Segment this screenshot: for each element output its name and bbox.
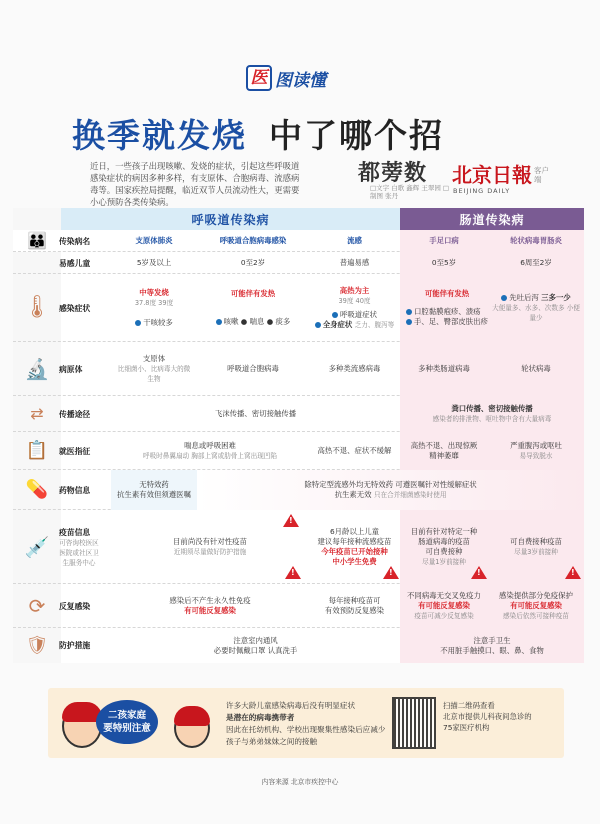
reinfect-4 bbox=[400, 584, 488, 628]
diagnosis-5 bbox=[488, 432, 584, 470]
reinfect-12-b: 有可能反复感染 bbox=[184, 606, 236, 615]
symptom-3-resp-text: 呼吸道症状 bbox=[340, 310, 377, 319]
family-badge bbox=[96, 700, 158, 744]
symptom-4-fever: 可能伴有发热 bbox=[424, 289, 470, 298]
row-route bbox=[13, 396, 584, 432]
reinfect-5 bbox=[488, 584, 584, 628]
vaccine-12-sub: 近期须尽量做好防护措施 bbox=[173, 548, 247, 556]
diagnosis-12-sub: 呼吸时鼻翼扇动 胸部上窝或肋骨上窝出现凹陷 bbox=[143, 452, 277, 460]
symptom-4-mouth bbox=[406, 307, 481, 317]
label-disease: 传染病名 bbox=[59, 236, 91, 246]
symptom-3-resp bbox=[332, 310, 377, 320]
row-diagnosis bbox=[13, 432, 584, 470]
family-icon: 👪 bbox=[27, 231, 47, 250]
label-vaccine-text: 疫苗信息 bbox=[59, 527, 91, 537]
logo bbox=[246, 64, 350, 92]
symptoms-5 bbox=[488, 274, 584, 342]
row-reinfect bbox=[13, 584, 584, 628]
symptom-3-body-text: 全身症状 bbox=[322, 320, 353, 329]
warning-icon bbox=[471, 566, 487, 579]
label-reinfect: 反复感染 bbox=[59, 601, 91, 611]
route-intestinal bbox=[400, 396, 584, 432]
tip-line1: 许多大龄儿童感染病毒后没有明显症状 bbox=[226, 701, 356, 710]
logo-mark: 医 bbox=[246, 65, 272, 91]
vaccine-4-a: 目前有针对特定一种 bbox=[410, 527, 478, 536]
row-prevention bbox=[13, 628, 584, 663]
label-susceptible: 易感儿童 bbox=[59, 258, 91, 268]
disease-table bbox=[13, 208, 584, 663]
clipboard-icon: 📋 bbox=[25, 440, 49, 461]
vaccine-4-c: 可自费接种 bbox=[425, 547, 463, 556]
reinfect-12 bbox=[111, 584, 309, 628]
disease-1: 支原体肺炎 bbox=[135, 236, 173, 245]
susceptible-2: 0至2岁 bbox=[240, 258, 266, 267]
row-disease bbox=[13, 230, 584, 252]
qr-line2: 北京市提供儿科夜间急诊的 bbox=[443, 712, 532, 721]
label-route: 传播途径 bbox=[59, 409, 91, 419]
route-intestinal-main: 粪口传播、密切接触传播 bbox=[451, 404, 533, 413]
reinfect-12-a: 感染后不产生永久性免疫 bbox=[169, 596, 251, 605]
diagnosis-12 bbox=[111, 432, 309, 470]
brand-dudushu: 都蒡数 bbox=[358, 161, 428, 186]
title-part2: 中了哪个招 bbox=[269, 116, 444, 155]
label-prevention: 防护措施 bbox=[59, 641, 91, 650]
diagnosis-4-main: 高热不退、出现惊厥 bbox=[410, 441, 478, 450]
prevention-resp-a: 注意室内通风 bbox=[233, 635, 278, 645]
prevention-int-b: 不用脏手触摸口、眼、鼻、食物 bbox=[440, 645, 544, 655]
label-pathogen: 病原体 bbox=[59, 364, 83, 374]
symptom-1-cough bbox=[135, 318, 173, 328]
warning-icon bbox=[283, 514, 299, 527]
reinfect-3-a: 每年接种疫苗可 bbox=[328, 596, 381, 605]
pathogen-5: 轮状病毒 bbox=[488, 342, 584, 396]
vaccine-4-sub: 尽量1岁前接种 bbox=[422, 558, 466, 566]
reinfect-5-sub: 感染后依然可接种疫苗 bbox=[503, 612, 569, 620]
symptom-3-temp: 39度 40度 bbox=[338, 297, 371, 305]
drugs-rest-sub: 只在合并细菌感染时使用 bbox=[373, 491, 447, 499]
label-vaccine bbox=[59, 516, 111, 578]
row-drugs bbox=[13, 470, 584, 510]
route-respiratory: 飞沫传播、密切接触传播 bbox=[214, 409, 297, 418]
warning-icon bbox=[383, 566, 399, 579]
vaccine-5-a: 可自费接种疫苗 bbox=[510, 537, 562, 546]
vaccine-12 bbox=[111, 510, 309, 584]
symptoms-2 bbox=[197, 274, 309, 342]
brand-beijing-daily: 北京日報 bbox=[452, 163, 532, 187]
vaccine-3-b: 建议每年接种流感疫苗 bbox=[317, 537, 392, 546]
source-note: 内容来源 北京市疾控中心 bbox=[261, 778, 339, 786]
diagnosis-5-main: 严重腹泻或呕吐 bbox=[510, 441, 562, 450]
warning-icon bbox=[285, 566, 301, 579]
row-susceptible bbox=[13, 252, 584, 274]
symptom-2-cough-text: 咳嗽 ● 喘息 ● 痰多 bbox=[223, 317, 291, 326]
symptom-1-temp: 37.8度 39度 bbox=[134, 299, 174, 307]
reinfect-4-a: 不同病毒无交叉免疫力 bbox=[407, 591, 481, 600]
symptom-3-body bbox=[315, 320, 395, 330]
vaccine-3-d: 中小学生免费 bbox=[332, 557, 377, 566]
qr-text bbox=[443, 700, 563, 733]
symptom-5-sub: 大便量多、水多、次数多 小便量少 bbox=[492, 304, 580, 322]
label-diagnosis: 就医指征 bbox=[59, 446, 91, 456]
disease-5: 轮状病毒胃肠炎 bbox=[488, 230, 584, 252]
pathogen-1 bbox=[111, 342, 197, 396]
row-pathogen bbox=[13, 342, 584, 396]
pathogen-4: 多种类肠道病毒 bbox=[400, 342, 488, 396]
prevention-intestinal bbox=[400, 628, 584, 663]
disease-2: 呼吸道合胞病毒感染 bbox=[219, 236, 287, 245]
qr-code-icon[interactable] bbox=[392, 697, 436, 749]
vaccine-3-c: 今年疫苗已开始接种 bbox=[321, 547, 388, 556]
syringe-icon: 💉 bbox=[24, 534, 50, 559]
intro-paragraph: 近日，一些孩子出现咳嗽、发烧的症状，引起这些呼吸道感染症状的病因多种多样，有支原体、合胞病毒、流感病毒等。国家疾控局提醒，临近双节人员流动性大，更需要小心预防各类传染病。 bbox=[90, 161, 300, 207]
drugs-rest-a: 除特定型流感外均无特效药 可遵医嘱针对性缓解症状 bbox=[304, 480, 477, 489]
child-face-icon bbox=[174, 708, 210, 748]
symptom-1-cough-text: 干咳较多 bbox=[143, 318, 173, 327]
symptom-5-b: 三多一少 bbox=[541, 293, 571, 302]
prevention-int-a: 注意手卫生 bbox=[473, 635, 511, 645]
drugs-1-b: 抗生素有效但须遵医嘱 bbox=[117, 490, 191, 499]
symptom-1-fever: 中等发烧 bbox=[139, 288, 169, 297]
group-respiratory: 呼吸道传染病 bbox=[61, 208, 400, 230]
disease-3: 流感 bbox=[347, 236, 362, 245]
susceptible-1: 5岁及以上 bbox=[136, 258, 172, 267]
symptom-2-fever: 可能伴有发热 bbox=[230, 289, 276, 298]
reinfect-5-b: 有可能反复感染 bbox=[510, 601, 562, 610]
drugs-rest bbox=[197, 470, 584, 510]
susceptible-3: 普遍易感 bbox=[339, 258, 370, 267]
label-drugs: 药物信息 bbox=[59, 485, 91, 495]
symptoms-4 bbox=[400, 274, 488, 342]
reinfect-4-sub: 疫苗可减少反复感染 bbox=[414, 612, 474, 620]
reinfect-3-b: 有效预防反复感染 bbox=[324, 606, 385, 615]
row-symptoms bbox=[13, 274, 584, 342]
page-title bbox=[72, 110, 532, 155]
cycle-icon: ⟳ bbox=[28, 593, 46, 618]
drugs-1 bbox=[111, 470, 197, 510]
brand-beijing-daily-sub: BEIJING DAILY bbox=[453, 187, 511, 195]
symptom-5-a: 先吐后泻 bbox=[509, 293, 539, 302]
reinfect-5-a: 感染提供部分免疫保护 bbox=[499, 591, 573, 600]
label-vaccine-sub: 可咨询校医区医院或社区卫生服务中心 bbox=[59, 538, 99, 567]
symptoms-3 bbox=[309, 274, 400, 342]
label-symptoms: 感染症状 bbox=[59, 303, 91, 313]
badge-line1: 二孩家庭 bbox=[107, 710, 146, 721]
shield-icon: 🛡 bbox=[25, 635, 49, 656]
prevention-resp-b: 必要时佩戴口罩 认真洗手 bbox=[213, 645, 298, 655]
vaccine-12-main: 目前尚没有针对性疫苗 bbox=[173, 537, 247, 546]
pill-icon: 💊 bbox=[25, 479, 49, 500]
symptom-3-fever: 高热为主 bbox=[339, 286, 370, 295]
microscope-icon: 🔬 bbox=[24, 356, 50, 381]
diagnosis-12-main: 喘息或呼吸困难 bbox=[184, 441, 236, 450]
vaccine-4-b: 肠道病毒的疫苗 bbox=[418, 537, 470, 546]
susceptible-4: 0至5岁 bbox=[400, 252, 488, 274]
title-part1: 换季就发烧 bbox=[72, 116, 247, 155]
reinfect-4-b: 有可能反复感染 bbox=[418, 601, 470, 610]
susceptible-5: 6周至2岁 bbox=[488, 252, 584, 274]
vaccine-3-a: 6月龄以上儿童 bbox=[329, 527, 380, 536]
pathogen-1-sub: 比细菌小、比病毒大的微生物 bbox=[117, 365, 191, 383]
prevention-respiratory bbox=[111, 628, 400, 663]
tip-line2: 是潜在的病毒携带者 bbox=[226, 713, 295, 722]
tip-line3: 因此在托幼机构、学校出现聚集性感染后应减少孩子与弟弟妹妹之间的接触 bbox=[226, 725, 386, 746]
reinfect-3 bbox=[309, 584, 400, 628]
tip-text bbox=[226, 700, 386, 748]
credits: □文字 白歌 鑫辉 王翠园 □制图 张丹 bbox=[370, 184, 450, 200]
symptom-5-head bbox=[501, 293, 571, 303]
thermometer-icon: 🌡 bbox=[23, 295, 51, 320]
diagnosis-4-b: 精神萎靡 bbox=[429, 451, 459, 460]
pathogen-2: 呼吸道合胞病毒 bbox=[227, 364, 279, 373]
badge-line2: 要特别注意 bbox=[103, 723, 151, 734]
diagnosis-3: 高热不退、症状不缓解 bbox=[317, 446, 392, 455]
warning-icon bbox=[565, 566, 581, 579]
symptom-3-body-sub: 乏力、腹泻等 bbox=[354, 321, 395, 329]
symptom-4-rash-text: 手、足、臀部皮肤出疹 bbox=[414, 317, 488, 326]
route-intestinal-sub: 感染者的排泄物、呕吐物中含有大量病毒 bbox=[432, 415, 552, 423]
group-intestinal: 肠道传染病 bbox=[400, 208, 584, 230]
diagnosis-4 bbox=[400, 432, 488, 470]
brand-client-label: 客户端 bbox=[534, 166, 549, 184]
pathogen-3: 多种类流感病毒 bbox=[328, 364, 381, 373]
symptoms-1 bbox=[111, 274, 197, 342]
qr-line3: 75家医疗机构 bbox=[443, 723, 490, 732]
transmission-icon: ⇄ bbox=[30, 404, 44, 423]
symptom-4-mouth-text: 口腔黏膜疱疹、溃疡 bbox=[414, 307, 481, 316]
symptom-2-cough bbox=[216, 317, 291, 327]
drugs-rest-b: 抗生素无效 bbox=[334, 490, 372, 499]
vaccine-5-sub: 尽量3岁前接种 bbox=[514, 548, 558, 556]
qr-line1: 扫描二维码查看 bbox=[443, 701, 495, 710]
disease-4: 手足口病 bbox=[400, 230, 488, 252]
logo-text: 图读懂 bbox=[275, 70, 326, 91]
drugs-rest-bline bbox=[335, 490, 447, 500]
row-vaccine bbox=[13, 510, 584, 584]
diagnosis-5-sub: 易导致脱水 bbox=[519, 452, 553, 460]
symptom-4-rash bbox=[406, 317, 488, 327]
drugs-1-a: 无特效药 bbox=[139, 480, 169, 489]
pathogen-1-name: 支原体 bbox=[142, 354, 166, 363]
